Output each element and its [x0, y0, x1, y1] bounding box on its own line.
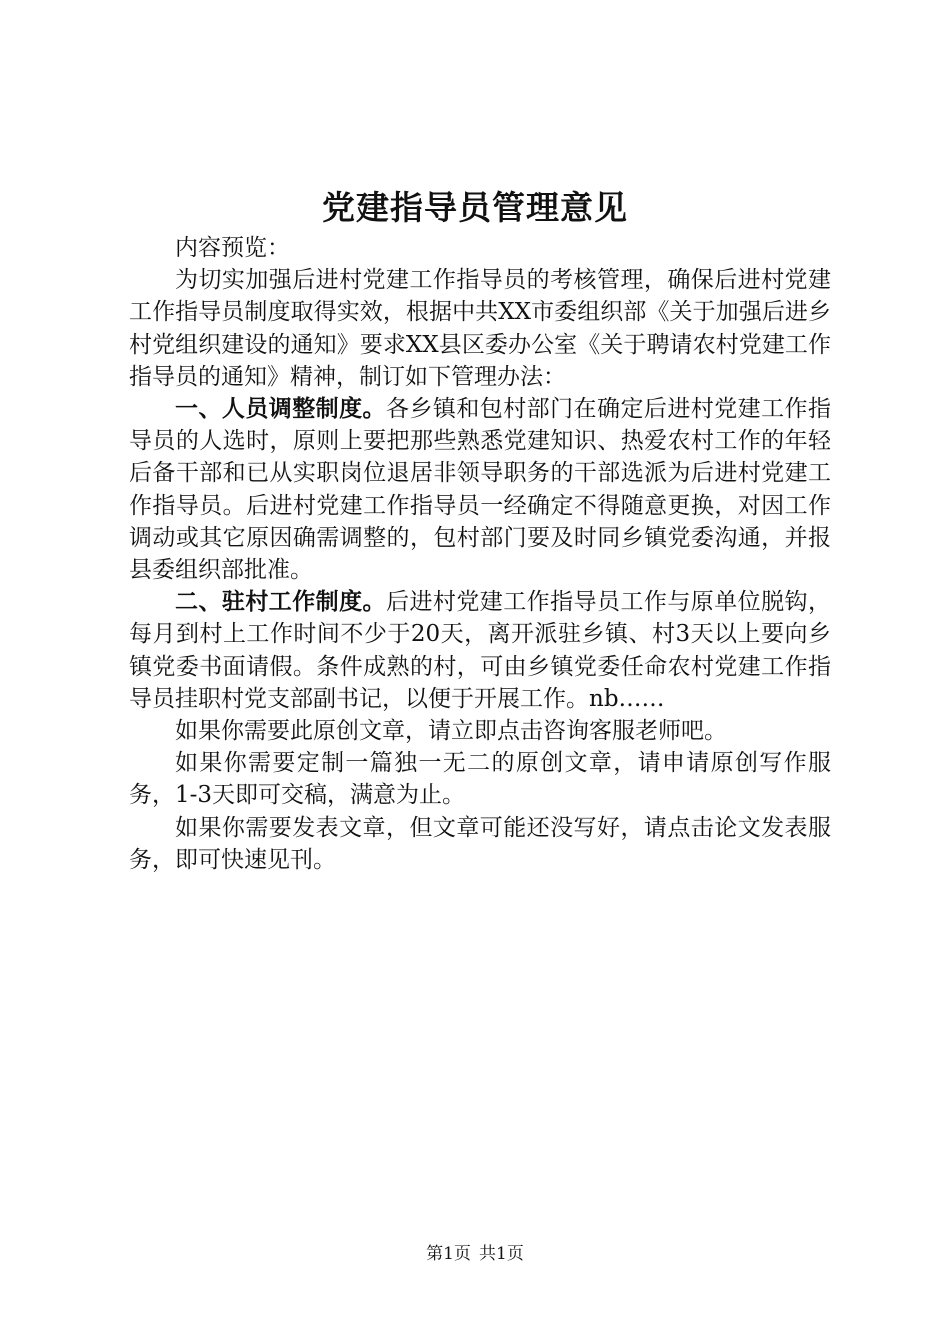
note-paragraph-2: 如果你需要定制一篇独一无二的原创文章，请申请原创写作服务，1-3天即可交稿，满意为止。: [129, 750, 831, 809]
intro-paragraph: 为切实加强后进村党建工作指导员的考核管理，确保后进村党建工作指导员制度取得实效，根据中共XX市委组织部《关于加强后进乡村党组织建设的通知》要求XX县区委办公室《关于聘请农村党建工作指导员的通知》精神，制订如下管理办法：: [129, 267, 831, 390]
document-body: [129, 232, 831, 876]
page-number: 第1页: [426, 1244, 471, 1264]
section-text-2: 后进村党建工作指导员工作与原单位脱钩，每月到村上工作时间不少于20天，离开派驻乡镇、村3天以上要向乡镇党委书面请假。条件成熟的村，可由乡镇党委任命农村党建工作指导员挂职村党支部副书记，以便于开展工作。nb……: [129, 589, 831, 712]
note-paragraph-1: 如果你需要此原创文章，请立即点击咨询客服老师吧。: [175, 718, 727, 745]
section-paragraph-1: [129, 393, 831, 586]
page-total: 共1页: [479, 1244, 524, 1264]
page-footer: [0, 1242, 950, 1266]
note-paragraph-3: 如果你需要发表文章，但文章可能还没写好，请点击论文发表服务，即可快速见刊。: [129, 814, 831, 873]
document-title: 党建指导员管理意见: [322, 188, 628, 227]
preview-label: 内容预览：: [175, 235, 290, 261]
section-text-1: 各乡镇和包村部门在确定后进村党建工作指导员的人选时，原则上要把那些熟悉党建知识、热爱农村工作的年轻后备干部和已从实职岗位退居非领导职务的干部选派为后进村党建工作指导员。后进村党建工作指导员一经确定不得随意更换，对因工作调动或其它原因确需调整的，包村部门要及时同乡镇党委沟通，并报县委组织部批准。: [129, 396, 831, 584]
section-heading-2: 二、驻村工作制度。: [175, 588, 386, 616]
section-paragraph-2: [129, 586, 831, 715]
section-heading-1: 一、人员调整制度。: [175, 395, 386, 423]
